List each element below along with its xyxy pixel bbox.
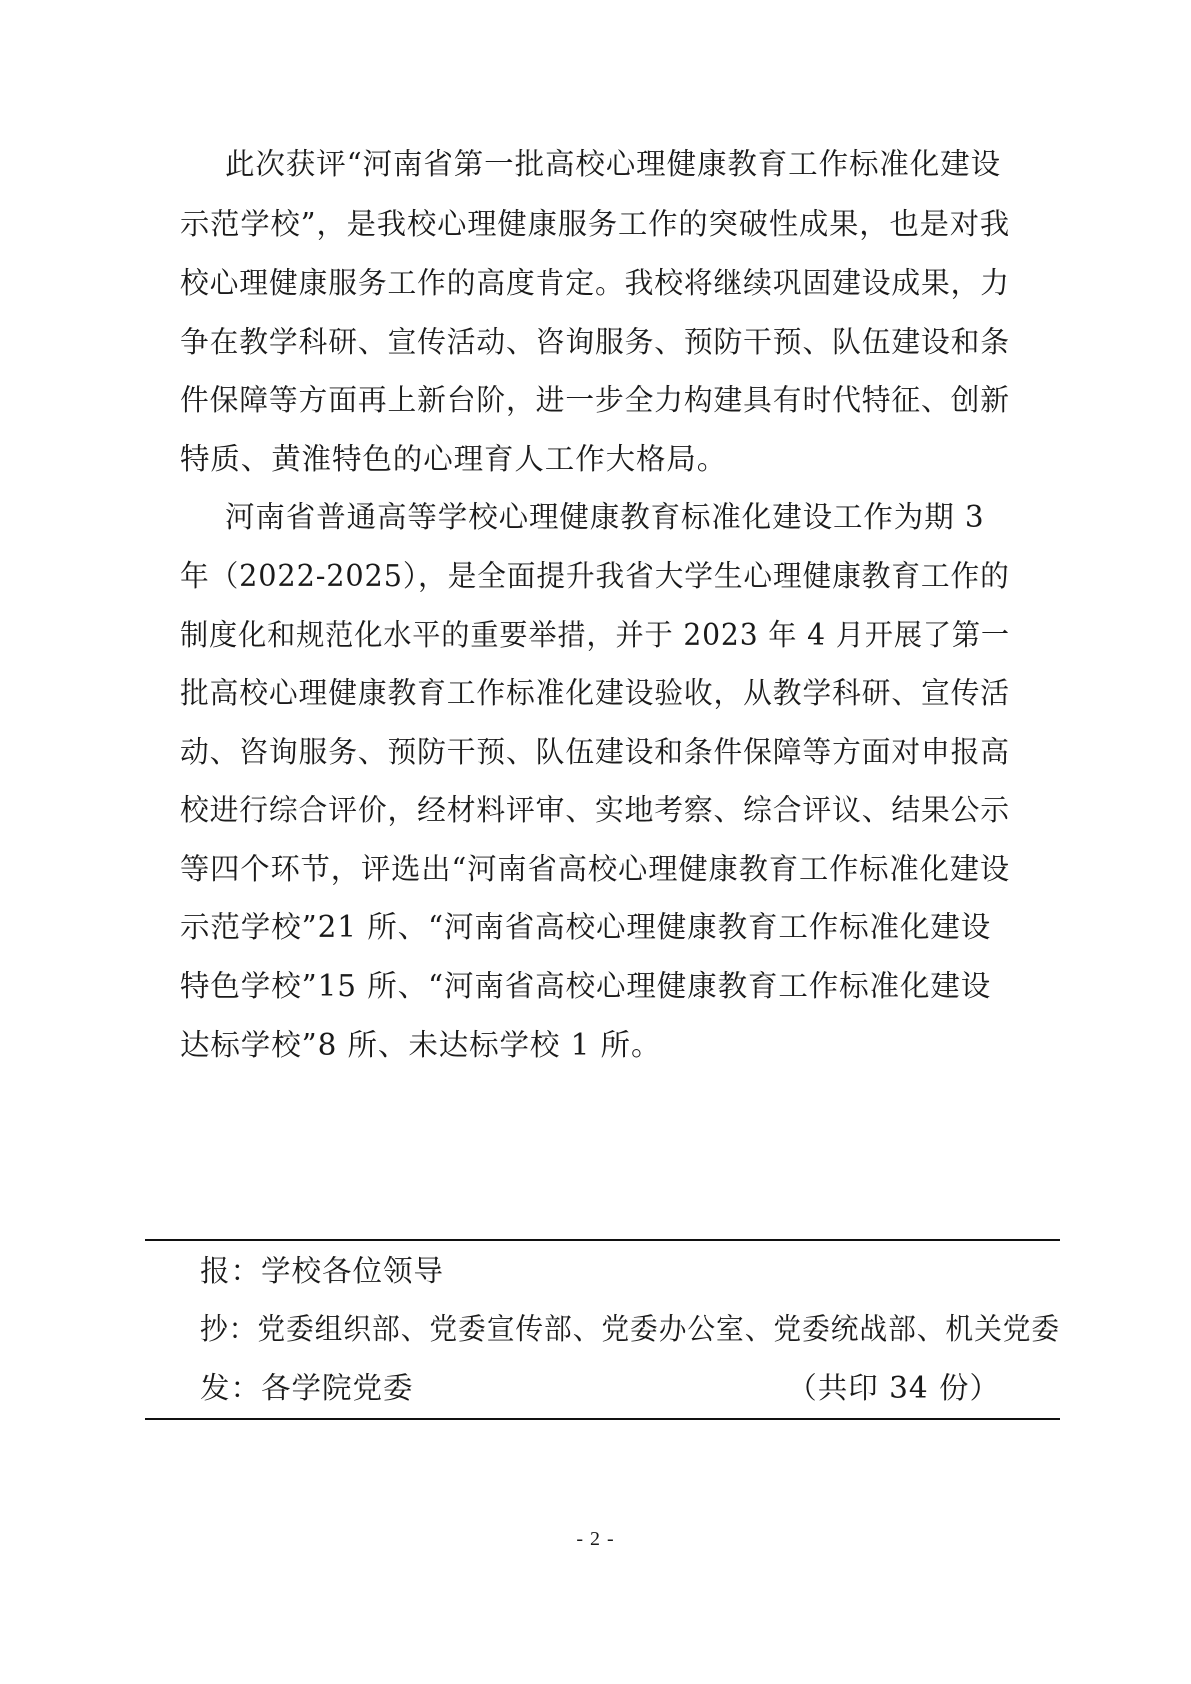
report-to-line: 报：学校各位领导 <box>200 1254 445 1288</box>
para2-line-8: 示范学校”21 所、“河南省高校心理健康教育工作标准化建设 <box>180 910 992 944</box>
para2-line-10: 达标学校”8 所、未达标学校 1 所。 <box>180 1028 662 1062</box>
copy-to-line: 抄：党委组织部、党委宣传部、党委办公室、党委统战部、机关党委 <box>200 1312 1061 1346</box>
copies-count: （共印 34 份） <box>787 1371 1000 1405</box>
para2-line-6: 校进行综合评价，经材料评审、实地考察、综合评议、结果公示 <box>180 793 1010 827</box>
para2-line-4: 批高校心理健康教育工作标准化建设验收，从教学科研、宣传活 <box>180 676 1010 710</box>
para1-line-3: 校心理健康服务工作的高度肯定。我校将继续巩固建设成果，力 <box>180 266 1010 300</box>
para2-line-7: 等四个环节，评选出“河南省高校心理健康教育工作标准化建设 <box>180 852 1011 886</box>
para1-line-6: 特质、黄淮特色的心理育人工作大格局。 <box>180 442 728 476</box>
para2-line-9: 特色学校”15 所、“河南省高校心理健康教育工作标准化建设 <box>180 969 992 1003</box>
para2-line-3: 制度化和规范化水平的重要举措，并于 2023 年 4 月开展了第一 <box>180 618 1010 652</box>
top-rule <box>145 1239 1060 1241</box>
para2-line-2: 年（2022-2025），是全面提升我省大学生心理健康教育工作的 <box>180 559 1010 593</box>
page-number: - 2 - <box>576 1528 615 1550</box>
send-to-line: 发：各学院党委 <box>200 1371 414 1405</box>
para1-line-1: 此次获评“河南省第一批高校心理健康教育工作标准化建设 <box>225 147 1001 181</box>
para1-line-5: 件保障等方面再上新台阶，进一步全力构建具有时代特征、创新 <box>180 383 1010 417</box>
para1-line-4: 争在教学科研、宣传活动、咨询服务、预防干预、队伍建设和条 <box>180 325 1010 359</box>
para1-line-2: 示范学校”，是我校心理健康服务工作的突破性成果，也是对我 <box>180 207 1011 241</box>
para2-line-5: 动、咨询服务、预防干预、队伍建设和条件保障等方面对申报高 <box>180 735 1010 769</box>
bottom-rule <box>145 1418 1060 1420</box>
para2-line-1: 河南省普通高等学校心理健康教育标准化建设工作为期 3 <box>225 500 985 534</box>
